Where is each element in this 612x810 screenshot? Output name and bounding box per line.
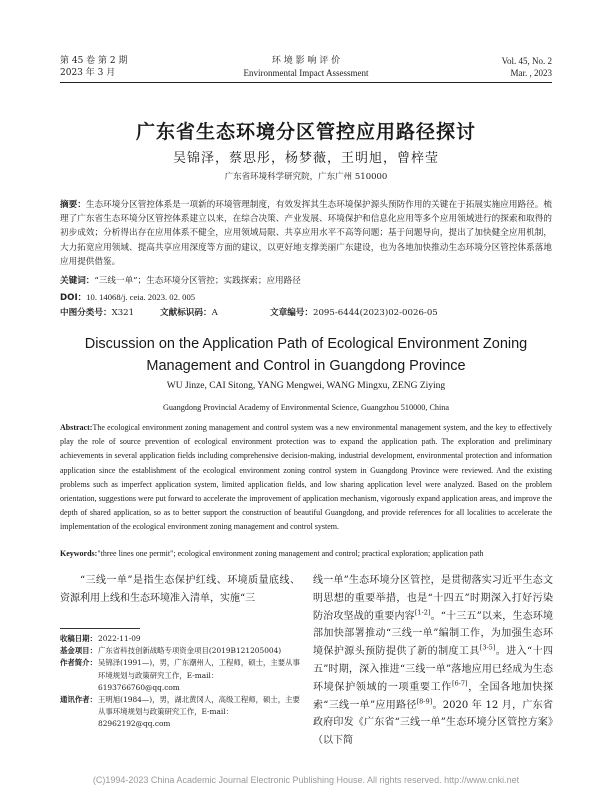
- abstract-en: [60, 421, 552, 535]
- abstract-en-label: Abstract:: [60, 423, 93, 432]
- affiliation-en: Guangdong Provincial Academy of Environmental Science, Guangzhou 510000, China: [162, 403, 450, 412]
- keywords-en: Keywords:"three lines one permit"; ecological environment zoning management and control; practical exploration; application path: [60, 549, 484, 558]
- header-issue: Vol. 45, No. 2 Mar. , 2023: [501, 56, 552, 78]
- citation-3-5: [3-5]: [479, 643, 496, 652]
- body-left-column: [60, 572, 300, 608]
- classification-row: 中图分类号：X321 文献标识码：A 文章编号：2095-6444(2023)02-0026-05: [60, 308, 438, 318]
- cnki-copyright-footer: (C)1994-2023 China Academic Journal Electronic Publishing House. All rights reserved. http://www.cnki.net: [92, 775, 520, 785]
- keywords-zh: 关键词：“三线一单”；生态环境分区管控；实践探索；应用路径: [60, 276, 301, 286]
- doi: DOI：10. 14068/j. ceia. 2023. 02. 005: [60, 292, 196, 303]
- abstract-en-text: The ecological environment zoning management and control system was a new environmental management system, and the key to effectively play the role of source prevention of ecological environment protection was to expand the application path. The exploration and preliminary achievements in several application fields including comprehensive decision-making, industrial development, environmental protection and information application since the establishment of the ecological environment zoning control system in Guangdong Province were reviewed. And the existing problems such as imperfect application system, limited application fields, and low sharing application level were analyzed. Based on the problem orientation, suggestions were put forward to accelerate the improvement of application mechanism, vigorously expand application areas, and improve the depth of shared application, so as to better support the construction of beautiful Guangdong, and provide references for all localities to accelerate the implementation of the ecological environment zoning management and control system.: [60, 423, 552, 532]
- header-volume: 第 45 卷 第 2 期 2023 年 3 月: [60, 56, 128, 78]
- footnote-rule: [60, 628, 140, 629]
- footnote-author-bio: 作者简介： 吴锦泽(1991—)，男，广东潮州人，工程师，硕士，主要从事环境规划与政策研究工作，E-mail：6193766760@qq.com: [60, 658, 300, 692]
- abstract-zh-text: 生态环境分区管控体系是一项新的环境管理制度，有效发挥其生态环境保护源头预防作用的关键在于拓展实施应用路径。梳理了广东省生态环境分区管控体系建立以来，在综合决策、产业发展、环境保护和信息化应用等多个应用领域进行的探索和取得的初步成效；分析得出存在应用体系不健全，应用领域局限、共享应用水平不高等问题；基于问题导向，提出了加快健全应用机制，大力拓宽应用领域、提高共享应用深度等方面的建议，以更好地支撑美丽广东建设，也为各地加快推动生态环境分区管控体系落地应用提供借鉴。: [60, 200, 552, 267]
- footnotes: [60, 633, 300, 731]
- abstract-zh-label: 摘要：: [60, 200, 86, 210]
- authors-zh: 吴锦泽，蔡思彤，杨梦薇，王明旭，曾梓莹: [172, 151, 439, 166]
- footnote-corresponding-author: 通讯作者： 王明旭(1984—)，男，湖北黄冈人，高级工程师，硕士，主要从事环境规划与政策研究工作，E-mail：82962192@qq.com: [60, 695, 300, 729]
- footnote-received: 收稿日期： 2022-11-09: [60, 634, 141, 643]
- authors-en: WU Jinze, CAI Sitong, YANG Mengwei, WANG Mingxu, ZENG Ziying: [166, 381, 446, 391]
- body-right-column: 线一单”生态环境分区管控，是贯彻落实习近平生态文明思想的重要举措，也是“十四五”时期深入打好污染防治攻坚战的重要内容[1-2]。“十三五”以来，生态环境部加快部署推动“三线一单”编制工作，为加强生态环境保护源头预防提供了新的制度工具[3-5]。进入“十四五”时期，深入推进“三线一单”落地应用已经成为生态环境保护领域的一项重要工作[6-7]，全国各地加快探索“三线一单”应用路径[8-9]。2020 年 12 月，广东省政府印发《广东省“三线一单”生态环境分区管控方案》（以下简: [313, 575, 554, 747]
- paper-title-en: Discussion on the Application Path of Ecological Environment Zoning Management and Control in Guangdong Province: [84, 336, 528, 374]
- abstract-zh: [60, 198, 552, 269]
- citation-8-9: [8-9]: [416, 697, 433, 706]
- affiliation-zh: 广东省环境科学研究院，广东广州 510000: [224, 172, 388, 182]
- header-rule: [60, 82, 552, 83]
- citation-1-2: [1-2]: [414, 608, 431, 617]
- body-left-paragraph: “三线一单”是指生态保护红线、环境质量底线、资源利用上线和生态环境准入清单，实施“三: [60, 575, 300, 604]
- paper-title-zh: 广东省生态环境分区管控应用路径探讨: [135, 121, 476, 143]
- citation-6-7: [6-7]: [451, 679, 468, 688]
- header-journal: 环 境 影 响 评 价 Environmental Impact Assessment: [243, 56, 369, 78]
- footnote-funding: 基金项目： 广东省科技创新战略专项资金项目(2019B121205004): [60, 646, 282, 656]
